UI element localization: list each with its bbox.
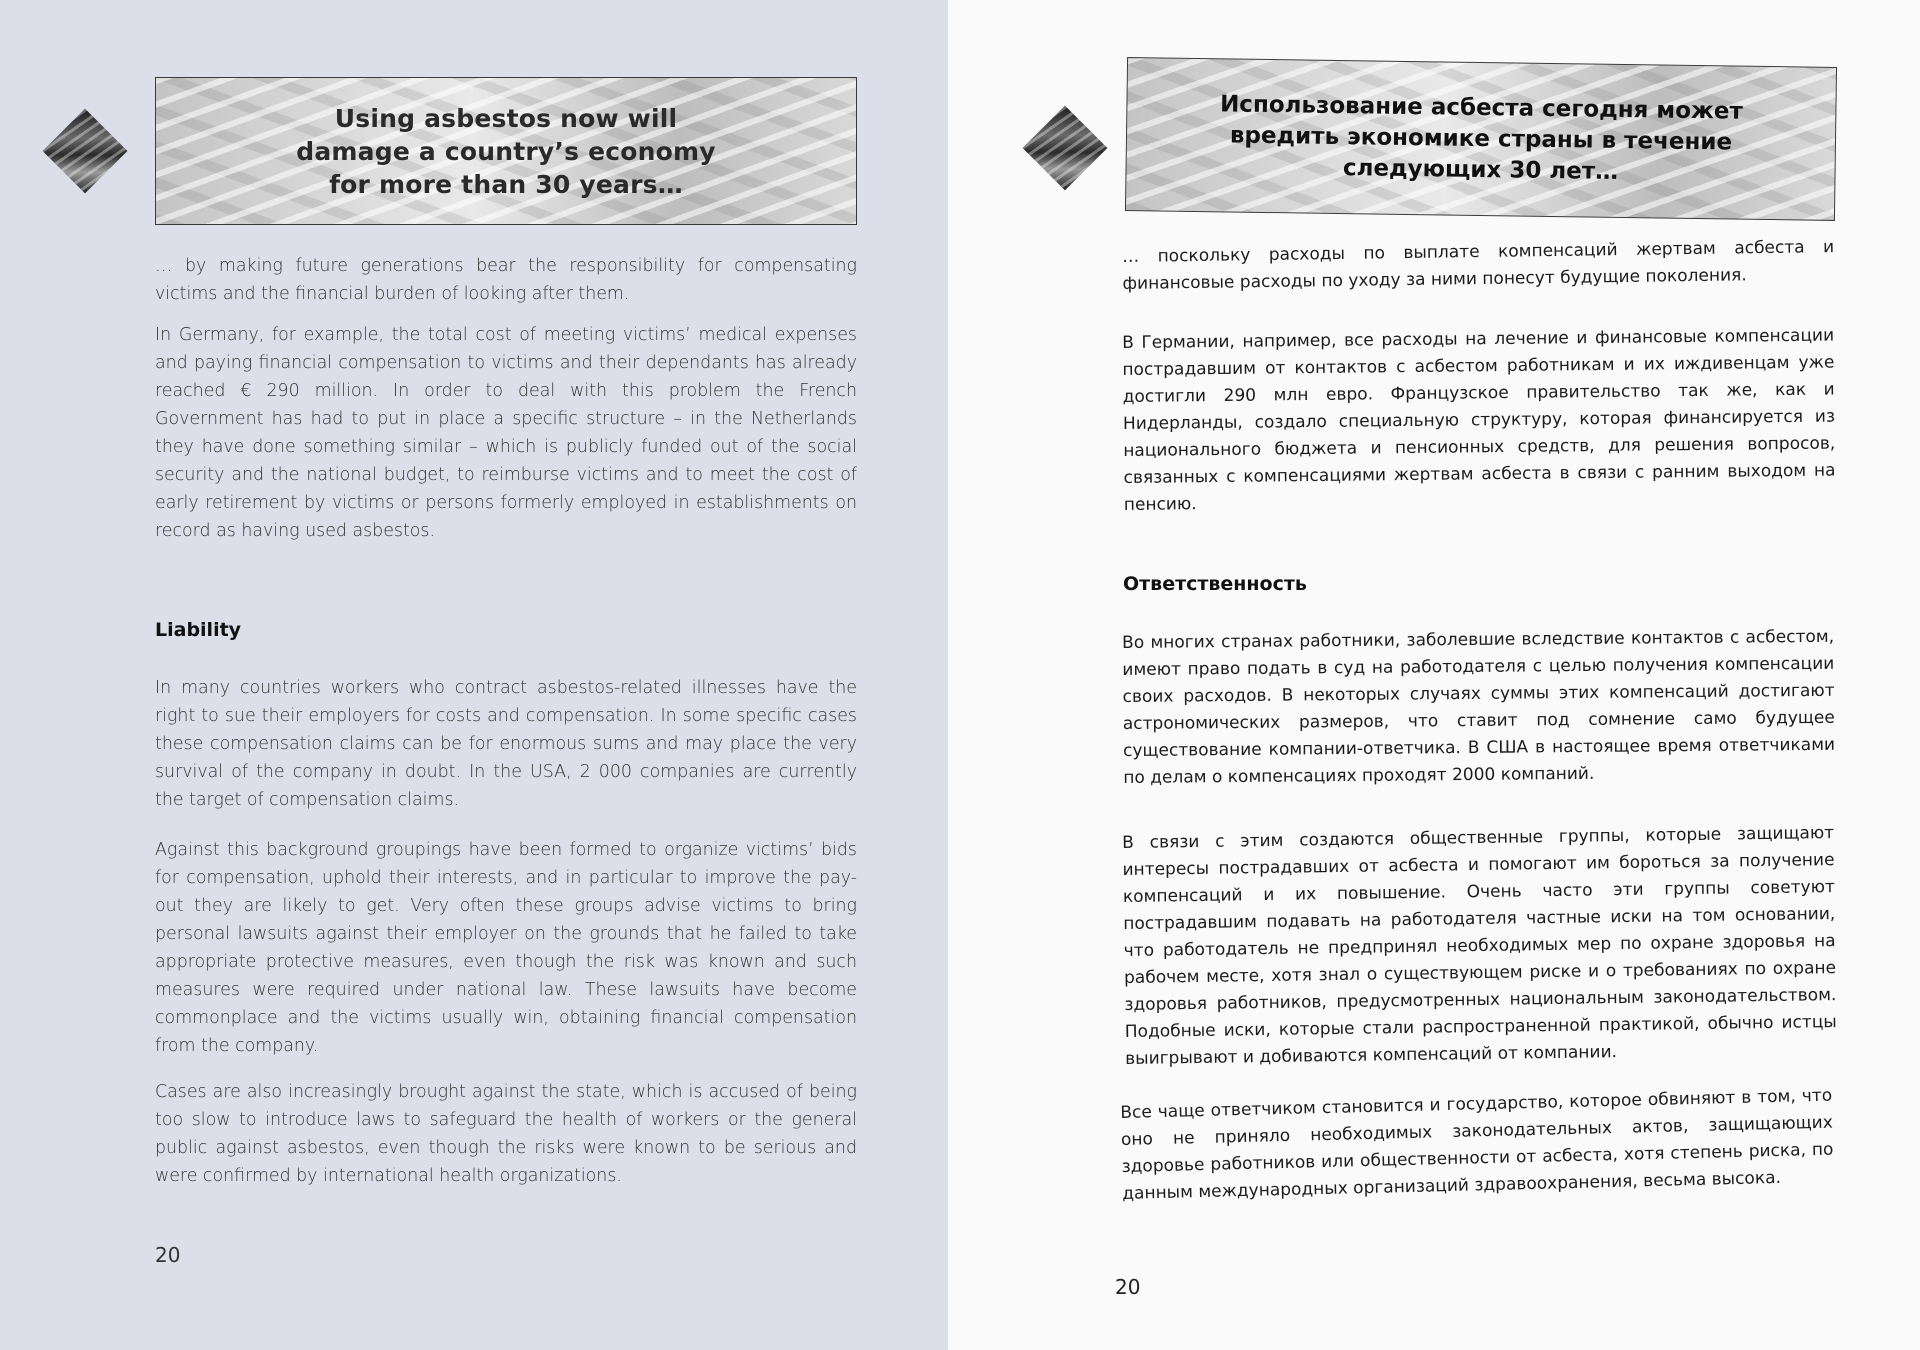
page-number: 20 bbox=[155, 1243, 181, 1267]
diamond-logo-icon bbox=[1023, 106, 1108, 191]
title-text: Using asbestos now will damage a country’s economy for more than 30 years… bbox=[296, 103, 716, 199]
section-heading: Liability bbox=[155, 619, 242, 641]
diamond-logo-icon bbox=[43, 109, 128, 194]
germany-paragraph: In Germany, for example, the total cost of meeting victims’ medical expenses and paying financial compensation to victims and their dependants has already reached € 290 million. In order to deal with this problem the French Government has had to put in place a specific structure – in the Netherlands they have done something similar – which is publicly funded out of the social security and the national budget, to reimburse victims and to meet the cost of early retirement by victims or persons formerly employed in establishments on record as having used asbestos. bbox=[155, 325, 857, 541]
liability-paragraph: Во многих странах работники, заболевшие вследствие контактов с асбестом, имеют право подать в суд на работодателя с целью получения компенсации своих расходов. В некоторых случаях суммы этих компенсаций достигают астрономических размеров, что ставит под сомнение само будущее существование компании-ответчика. В США в настоящее время ответчиками по делам о компенсациях проходят 2000 компаний. bbox=[1122, 626, 1836, 788]
title-text: Использование асбеста сегодня может вредить экономике страны в течение следующих 30 лет… bbox=[1219, 90, 1744, 185]
intro-paragraph: … поскольку расходы по выплате компенсаций жертвам асбеста и финансовые расходы по уходу за ними понесут будущие поколения. bbox=[1122, 237, 1835, 294]
groupings-paragraph: Against this background groupings have been formed to organize victims’ bids for compensation, uphold their interests, and in particular to improve the pay-out they are likely to get. Very often these groups advise victims to bring personal lawsuits against their employer on the grounds that he failed to take appropriate protective measures, even though the risk was known and such measures were required under national law. These lawsuits have become commonplace and the victims usually win, obtaining financial compensation from the company. bbox=[155, 840, 857, 1056]
title-banner bbox=[155, 77, 857, 225]
page-number: 20 bbox=[1115, 1275, 1141, 1299]
germany-paragraph: В Германии, например, все расходы на лечение и финансовые компенсации пострадавшим от контактов с асбестом работникам и их иждивенцам уже достигли 290 млн евро. Французское правительство так же, как и Нидерланды, создало специальную структуру, которая финансируется из национального бюджета и пенсионных средств, для решения вопросов, связанных с компенсациями жертвам асбеста в связи с ранним выходом на пенсию. bbox=[1122, 325, 1836, 515]
state-cases-paragraph: Все чаще ответчиком становится и государство, которое обвиняют в том, что оно не приняло необходимых законодательных актов, защищающих здоровье работников или общественности от асбеста, хотя степень риска, по данным международных организаций здравоохранения, весьма высока. bbox=[1120, 1085, 1834, 1204]
left-page-english bbox=[0, 0, 948, 1350]
state-cases-paragraph: Cases are also increasingly brought against the state, which is accused of being too slow to introduce laws to safeguard the health of workers or the general public against asbestos, even though the risks were known to be serious and were confirmed by international health organizations. bbox=[155, 1082, 857, 1186]
groupings-paragraph: В связи с этим создаются общественные группы, которые защищают интересы пострадавших от асбеста и помогают им бороться за получение компенсаций и их повышение. Очень часто эти группы советуют пострадавшим подавать на работодателя частные иски на том основании, что работодатель не предпринял необходимых мер по охране здоровья на рабочем месте, хотя знал о существующем риске и о требованиях по охране здоровья работников, предусмотренных национальным законодательством. Подобные иски, которые стали распространенной практикой, обычно истцы выигрывают и добиваются компенсаций от компании. bbox=[1122, 823, 1837, 1069]
title-banner bbox=[1125, 57, 1837, 221]
right-page-russian bbox=[948, 0, 1920, 1350]
section-heading: Ответственность bbox=[1123, 573, 1307, 595]
liability-paragraph: In many countries workers who contract asbestos-related illnesses have the right to sue their employers for costs and compensation. In some specific cases these compensation claims can be for enormous sums and may place the very survival of the company in doubt. In the USA, 2 000 companies are currently the target of compensation claims. bbox=[155, 678, 857, 810]
intro-paragraph: … by making future generations bear the responsibility for compensating victims and the financial burden of looking after them. bbox=[155, 256, 857, 304]
